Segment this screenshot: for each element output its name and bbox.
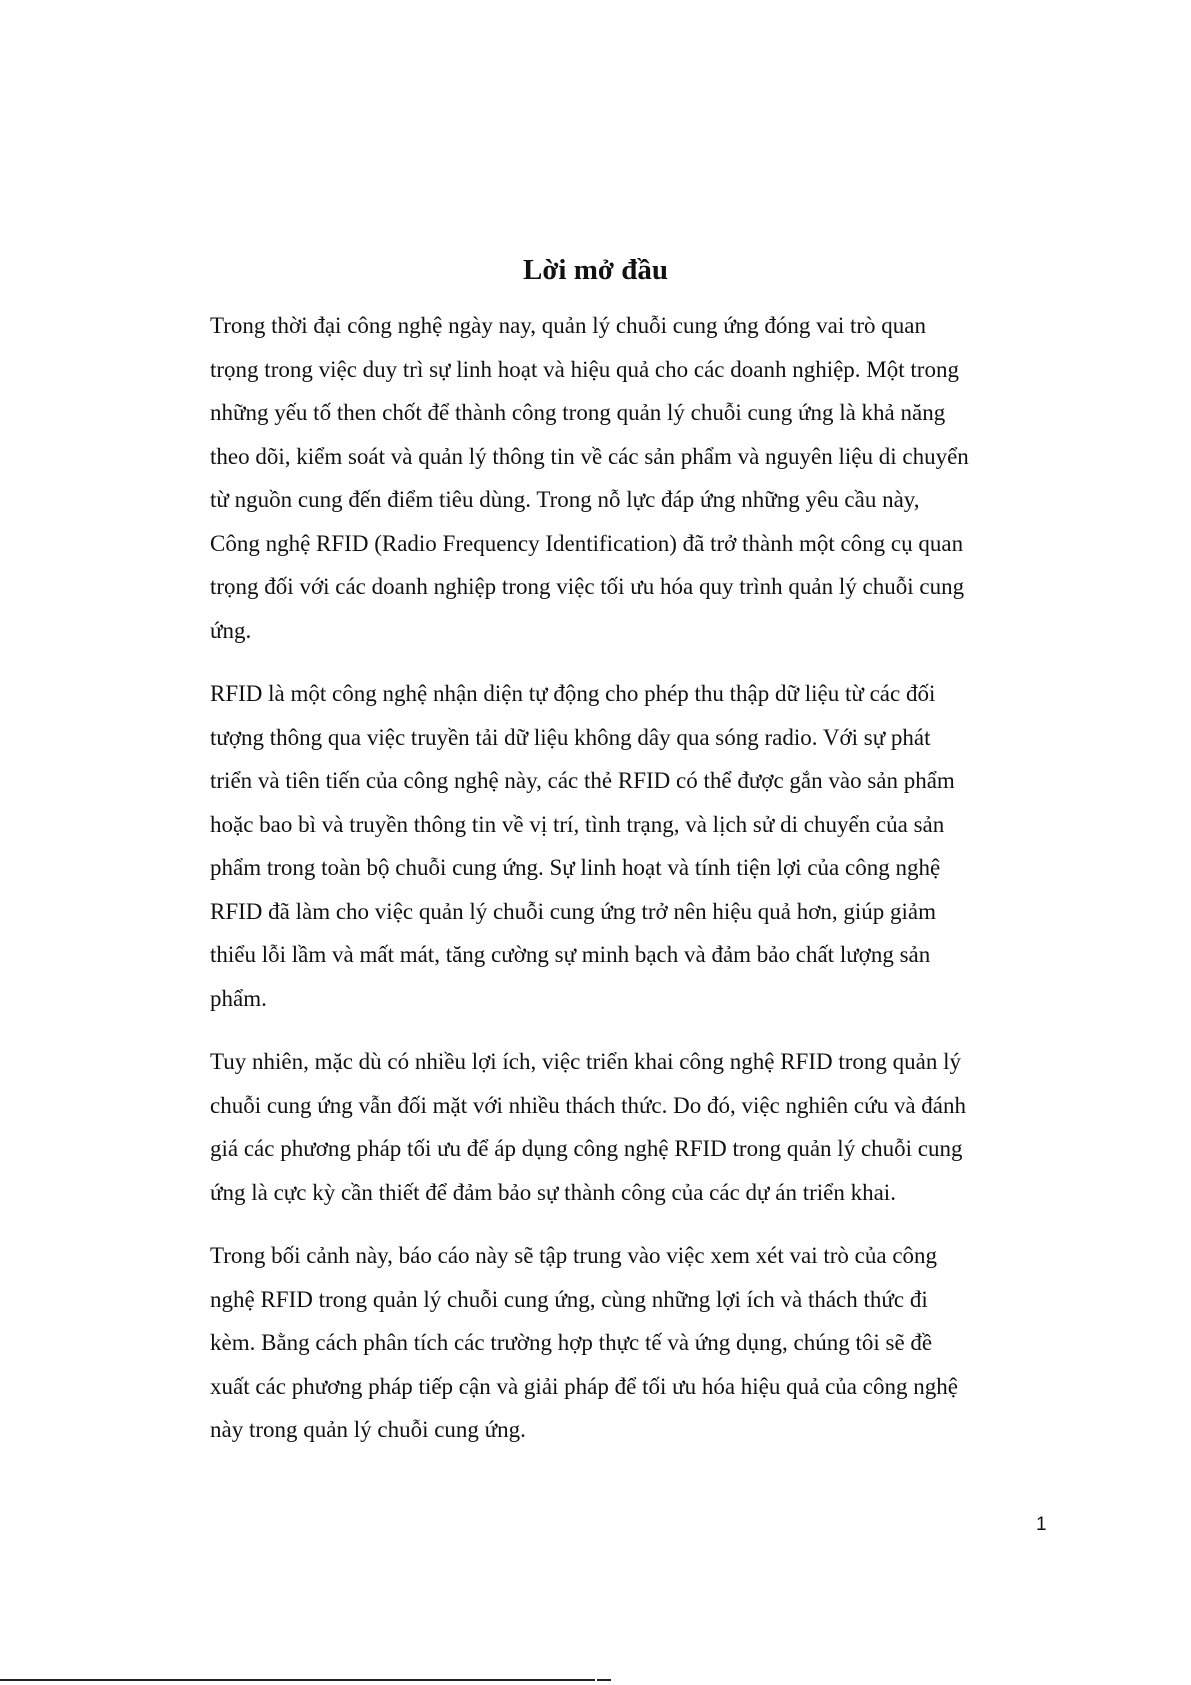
paragraph-line: Trong bối cảnh này, báo cáo này sẽ tập trung vào việc xem xét vai trò của công — [210, 1243, 938, 1268]
paragraph-line: theo dõi, kiểm soát và quản lý thông tin về các sản phẩm và nguyên liệu di chuyển — [210, 443, 969, 469]
paragraph-line: Trong thời đại công nghệ ngày nay, quản lý chuỗi cung ứng đóng vai trò quan — [210, 313, 927, 338]
paragraph-4 — [210, 1234, 1060, 1452]
paragraph-line: thiểu lỗi lầm và mất mát, tăng cường sự minh bạch và đảm bảo chất lượng sản — [210, 942, 931, 967]
paragraph-line: nghệ RFID trong quản lý chuỗi cung ứng, cùng những lợi ích và thách thức đi — [210, 1286, 928, 1312]
paragraph-line: RFID đã làm cho việc quản lý chuỗi cung ứng trở nên hiệu quả hơn, giúp giảm — [210, 898, 937, 924]
paragraph-line: trọng trong việc duy trì sự linh hoạt và hiệu quả cho các doanh nghiệp. Một trong — [210, 356, 959, 382]
paragraph-line: giá các phương pháp tối ưu để áp dụng công nghệ RFID trong quản lý chuỗi cung — [210, 1136, 963, 1161]
paragraph-line: RFID là một công nghệ nhận diện tự động cho phép thu thập dữ liệu từ các đối — [210, 681, 936, 706]
page-title: Lời mở đầu — [523, 254, 668, 286]
paragraph-line: triển và tiên tiến của công nghệ này, các thẻ RFID có thể được gắn vào sản phẩm — [210, 768, 955, 793]
paragraph-line: phẩm. — [210, 985, 267, 1011]
paragraph-2 — [210, 672, 1060, 1020]
paragraph-line: này trong quản lý chuỗi cung ứng. — [210, 1417, 526, 1442]
paragraph-line: ứng là cực kỳ cần thiết để đảm bảo sự thành công của các dự án triển khai. — [210, 1179, 896, 1205]
paragraph-line: kèm. Bằng cách phân tích các trường hợp thực tế và ứng dụng, chúng tôi sẽ đề — [210, 1330, 933, 1355]
paragraph-line: chuỗi cung ứng vẫn đối mặt với nhiều thách thức. Do đó, việc nghiên cứu và đánh — [210, 1092, 966, 1118]
paragraph-line: Công nghệ RFID (Radio Frequency Identification) đã trở thành một công cụ quan — [210, 530, 964, 556]
paragraph-line: hoặc bao bì và truyền thông tin về vị trí, tình trạng, và lịch sử di chuyển của sản — [210, 811, 945, 837]
paragraph-line: ứng. — [210, 617, 252, 643]
page-number: 1 — [1036, 1514, 1047, 1535]
paragraph-line: phẩm trong toàn bộ chuỗi cung ứng. Sự linh hoạt và tính tiện lợi của công nghệ — [210, 855, 941, 880]
paragraph-3 — [210, 1040, 1060, 1214]
bottom-rule — [0, 1679, 595, 1681]
paragraph-line: những yếu tố then chốt để thành công trong quản lý chuỗi cung ứng là khả năng — [210, 400, 946, 425]
body-text — [210, 304, 1060, 1472]
paragraph-line: Tuy nhiên, mặc dù có nhiều lợi ích, việc triển khai công nghệ RFID trong quản lý — [210, 1049, 962, 1074]
paragraph-1 — [210, 304, 1060, 652]
paragraph-line: trọng đối với các doanh nghiệp trong việc tối ưu hóa quy trình quản lý chuỗi cung — [210, 574, 965, 599]
paragraph-line: tượng thông qua việc truyền tải dữ liệu không dây qua sóng radio. Với sự phát — [210, 724, 931, 750]
paragraph-line: xuất các phương pháp tiếp cận và giải pháp để tối ưu hóa hiệu quả của công nghệ — [210, 1373, 958, 1399]
bottom-rule-short — [597, 1679, 611, 1681]
paragraph-line: từ nguồn cung đến điểm tiêu dùng. Trong nỗ lực đáp ứng những yêu cầu này, — [210, 487, 920, 512]
